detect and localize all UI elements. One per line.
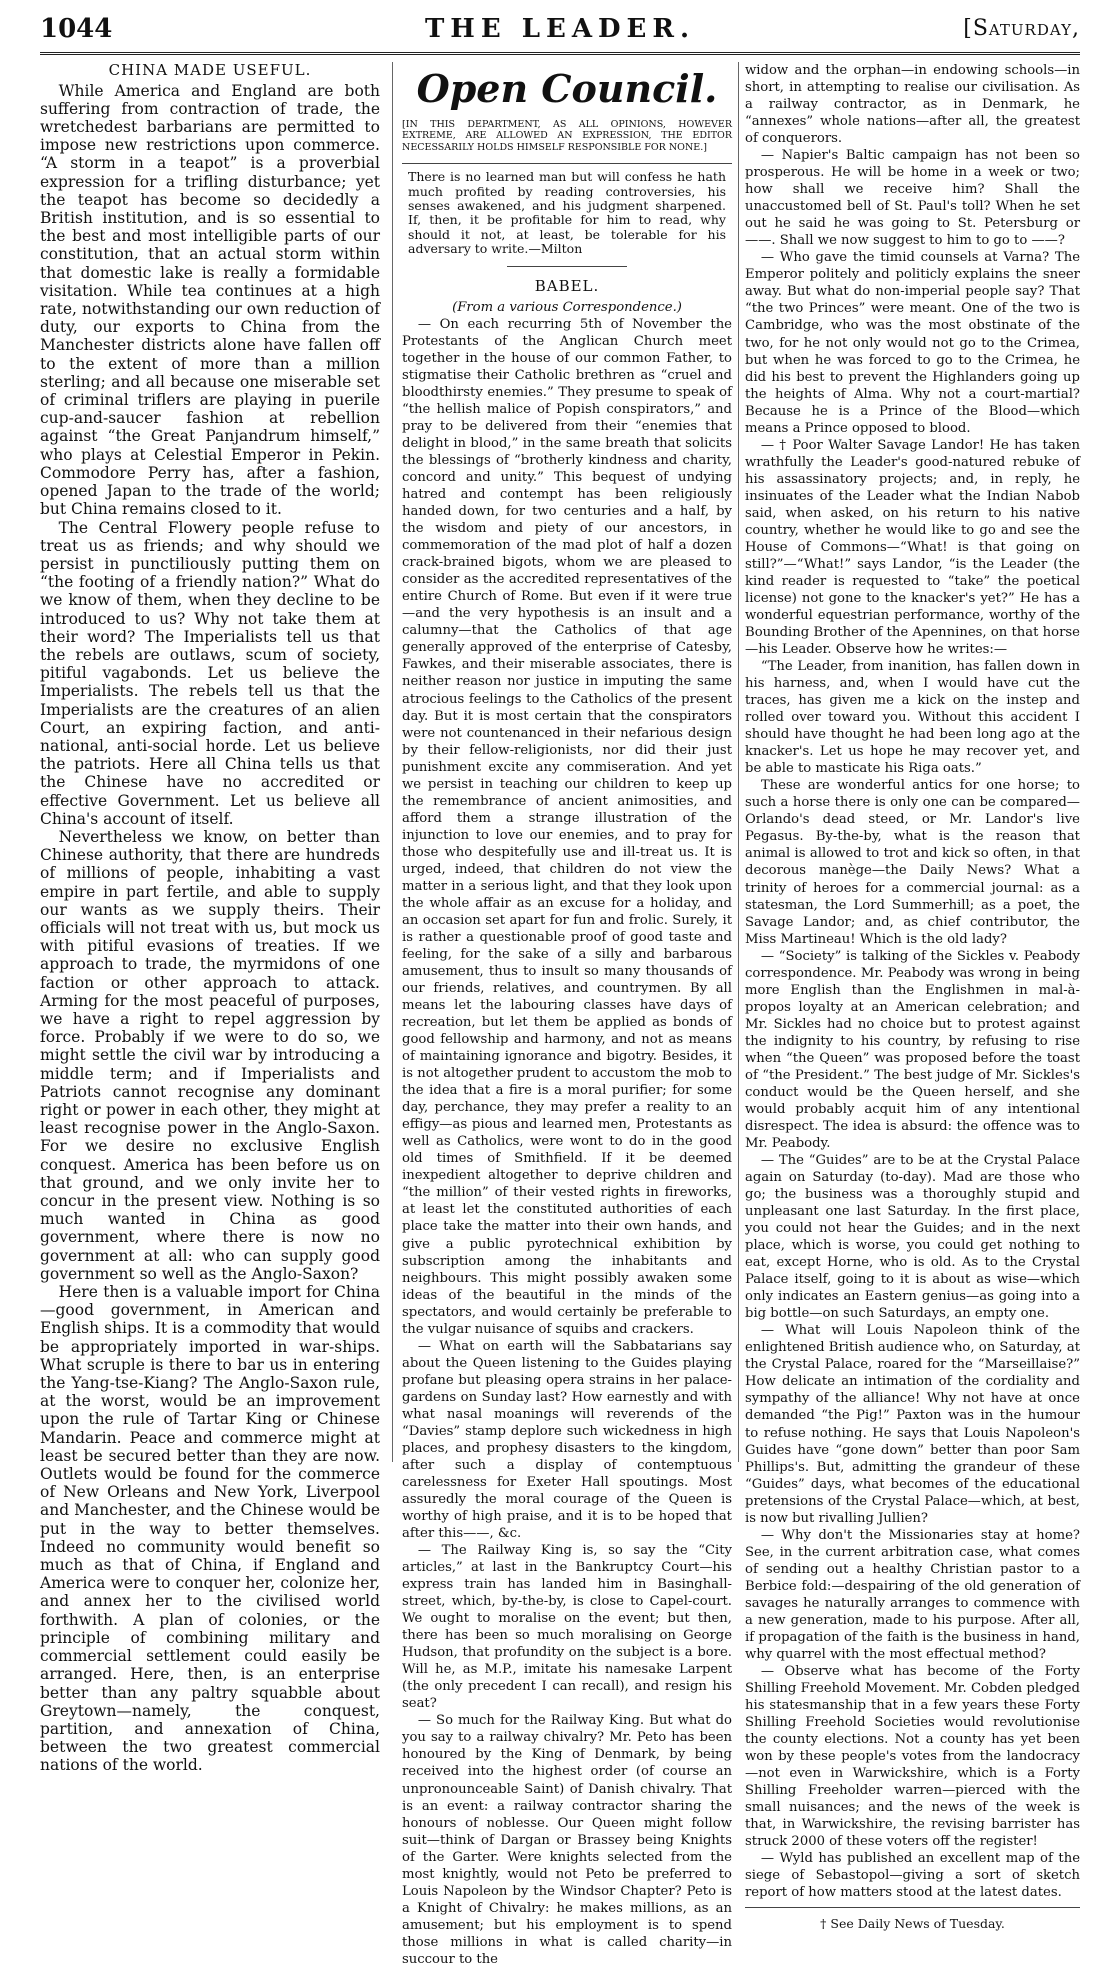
column-divider — [738, 62, 739, 1462]
paragraph: These are wonderful antics for one horse; to such a horse there is only one can be compared—Orlando's dead steed, or Mr. Landor's live Pegasus. By-the-by, what is the reason that animal is allowed to trot and kick so often, in that decorous manège—the Daily News? What a trinity of heroes for a commercial journal: as a statesman, the Lord Summerhill; as a poet, the Savage Landor; and, as chief contributor, the Miss Martineau! Which is the old lady? — [745, 778, 1080, 947]
paragraph: — Wyld has published an excellent map of the siege of Sebastopol—giving a sort of sketch report of how matters stood at the latest dates. — [745, 1851, 1080, 1901]
paragraph: widow and the orphan—in endowing schools—in short, in attempting to realise our civilisation. As a railway contractor, as in Denmark, he “annexes” whole nations—after all, the greatest of conquerors. — [745, 63, 1080, 147]
column-china — [40, 62, 380, 1775]
paragraph: “The Leader, from inanition, has fallen down in his harness, and, when I would have cut the traces, has given me a kick on the instep and rolled over toward you. Without this accident I should have thought he had been long ago at the knacker's. Let us hope he may recover yet, and be able to masticate his Riga oats.” — [745, 659, 1080, 777]
column-divider — [392, 62, 393, 1462]
paragraph: Nevertheless we know, on better than Chinese authority, that there are hundreds of millions of people, inhabiting a vast empire in part fertile, and able to supply our wants as we supply theirs. Their officials will not treat with us, but mock us with pitiful evasions of treaties. If we approach to trade, the myrmidons of one faction or other approach to attack. Arming for the most peaceful of purposes, we have a right to repel aggression by force. Probably if we were to do so, we might settle the civil war by introducing a middle term; and if Imperialists and Patriots cannot recognise any dominant right or power in each other, they might at least recognise power in the Anglo-Saxon. For we desire no exclusive English conquest. America has been before us on that ground, and we only invite her to concur in the present view. Nothing is so much wanted in China as good government, where there is now no government at all: who can supply good government so well as the Anglo-Saxon? — [40, 827, 380, 1283]
divider-rule — [507, 266, 627, 267]
paragraph: — What will Louis Napoleon think of the enlightened British audience who, on Saturday, at the Crystal Palace, roared for the “Marseillaise?” How delicate an intimation of the cordiality and sympathy of the alliance! Why not have at once demanded “the Pig!” Paxton was in the humour to refuse nothing. He says that Louis Napoleon's Guides have “gone down” better than poor Sam Phillips's. But, admitting the grandeur of these “Guides” days, what becomes of the educational pretensions of the Crystal Palace—which, at best, is now but rivalling Jullien? — [745, 1323, 1080, 1526]
paragraph: — Who gave the timid counsels at Varna? The Emperor politely and politicly explains the sneer away. But what do non-imperial people say? That “the two Princes” were meant. One of the two is Cambridge, who was the most obstinate of the two, for he not only would not go to the Crimea, but when he was forced to go to the Crimea, he did his best to prevent the Highlanders going up the heights of Alma. Why not a court-martial? Because he is a Prince of the Blood—which means a Prince opposed to blood. — [745, 250, 1080, 436]
editor-notice: [IN THIS DEPARTMENT, AS ALL OPINIONS, HOWEVER EXTREME, ARE ALLOWED AN EXPRESSION, THE EDITOR NECESSARILY HOLDS HIMSELF RESPONSIBLE FOR NONE.] — [402, 119, 732, 153]
paragraph: — On each recurring 5th of November the Protestants of the Anglican Church meet together in the house of our common Father, to stigmatise their Catholic brethren as “cruel and bloodthirsty enemies.” They presume to speak of “the hellish malice of Popish conspirators,” and pray to be delivered from their “enemies that delight in blood,” in the same breath that solicits the blessings of “brotherly kindness and charity, concord and unity.” This bequest of undying hatred and contempt has been religiously handed down, for two centuries and a half, by the wisdom and piety of our ancestors, in commemoration of the mad plot of half a dozen crack-brained bigots, whom we are pleased to consider as the accredited representatives of the entire Church of Rome. But even if it were true—and the very hypothesis is an insult and a calumny—that the Catholics of that age generally approved of the enterprise of Catesby, Fawkes, and their miserable associates, there is neither reason nor justice in imputing the same atrocious feelings to the Catholics of the present day. But it is most certain that the conspirators were not countenanced in their nefarious design by their fellow-religionists, nor did their just punishment excite any commiseration. And yet we persist in teaching our children to keep up the remembrance of ancient animosities, and afford them a strange illustration of the injunction to love our enemies, and to pray for those who despitefully use and ill-treat us. It is urged, indeed, that children do not view the matter in a serious light, and that they look upon the whole affair as an excuse for a holiday, and an occasion set apart for fun and frolic. Surely, it is rather a questionable proof of good taste and feeling, for the sake of a silly and barbarous amusement, thus to insult so many thousands of our friends, relatives, and countrymen. By all means let the labouring classes have days of recreation, but let them be applied as bonds of good fellowship and harmony, and not as means of maintaining ignorance and bigotry. Besides, it is not altogether prudent to accustom the mob to the idea that a fire is a moral purifier; for some day, perchance, they may prefer a reality to an effigy—as pious and learned men, Protestants as well as Catholics, were wont to do in the good old times of Smithfield. If it be deemed inexpedient altogether to deprive children and “the million” of their vested rights in fireworks, at least let the constituted authorities of each place take the matter into their own hands, and give a public pyrotechnical exhibition by subscription among the inhabitants and neighbours. This might possibly awaken some ideas of the beautiful in the minds of the spectators, and would certainly be preferable to the vulgar nuisance of squibs and crackers. — [402, 316, 732, 1337]
article-heading: BABEL. — [534, 277, 600, 296]
paragraph: — The “Guides” are to be at the Crystal Palace again on Saturday (to-day). Mad are those who go; the business was a thoroughly stupid and unpleasant one last Saturday. In the first place, you could not hear the Guides; and in the next place, which is worse, you could get nothing to eat, except Horne, who is old. As to the Crystal Palace itself, going to it is about as wise—which only indicates an Eastern genius—as going into a big bottle—on such Saturdays, an empty one. — [745, 1153, 1080, 1322]
column-open-council — [402, 62, 732, 1968]
paragraph: The Central Flowery people refuse to treat us as friends; and why should we persist in punctiliously putting them on “the footing of a friendly nation?” What do we know of them, when they decline to be introduced to us? Why not take them at their word? The Imperialists tell us that the rebels are outlaws, scum of society, pitiful vagabonds. Let us believe the Imperialists. The rebels tell us that the Imperialists are the creatures of an alien Court, an expiring faction, and anti-national, anti-social horde. Let us believe the patriots. Here all China tells us that the Chinese have no accredited or effective Government. Let us believe all China's account of itself. — [40, 518, 380, 828]
masthead: THE LEADER. — [424, 14, 696, 44]
paragraph: — The Railway King is, so say the “City articles,” at last in the Bankruptcy Court—his express train has landed him in Basinghall-street, which, by-the-by, is close to Capel-court. We ought to moralise on the event; but then, there has been so much moralising on George Hudson, that profundity on the subject is a bore. Will he, as M.P., imitate his namesake Larpent (the only precedent I can recall), and resign his seat? — [402, 1543, 732, 1712]
paragraph: — What on earth will the Sabbatarians say about the Queen listening to the Guides playing profane but pleasing opera strains in her palace-gardens on Sunday last? How earnestly and with what nasal moanings will reverends of the “Davies” stamp deplore such wickedness in high places, and prophesy disasters to the kingdom, after such a display of contemptuous carelessness for Exeter Hall spoutings. Most assuredly the moral courage of the Queen is worthy of high praise, and it is to be hoped that after this——, &c. — [402, 1338, 732, 1542]
divider-rule — [402, 163, 732, 164]
paragraph: — Observe what has become of the Forty Shilling Freehold Movement. Mr. Cobden pledged his statesmanship that in a few years these Forty Shilling Freehold Societies would revolutionise the county elections. Not a county has yet been won by these people's votes from the landocracy—not even in Warwickshire, which is a Forty Shilling Freeholder warren—pierced with the small nuisances; and the news of the week is that, in Warwickshire, the revising barrister has struck 2000 of these voters off the register! — [745, 1663, 1080, 1850]
divider-rule — [745, 1907, 1080, 1908]
paragraph: — So much for the Railway King. But what do you say to a railway chivalry? Mr. Peto has been honoured by the King of Denmark, by being received into the highest order (of course an unpronounceable Saint) of Danish chivalry. That is an event: a railway contractor sharing the honours of noblesse. Our Queen might follow suit—think of Dargan or Brassey being Knights of the Garter. Were knights selected from the most knightly, would not Peto be preferred to Louis Napoleon by the Windsor Chapter? Peto is a Knight of Chivalry: he makes millions, as an amusement; but his employment is to spend those millions in what is called charity—in succour to the — [402, 1713, 732, 1967]
column-continued — [745, 62, 1080, 1933]
paragraph: — † Poor Walter Savage Landor! He has taken wrathfully the Leader's good-natured rebuke of his assassinatory projects; and, in reply, he insinuates of the Leader what the Indian Nabob said, when asked, on his return to his native country, whether he would like to go and see the House of Commons—“What! is that going on still?”—“What!” says Landor, “is the Leader (the kind reader is requested to “take” the poetical license) not gone to the knacker's yet?” He has a wonderful equestrian performance, worthy of the Bounding Brother of the Apennines, on that horse—his Leader. Observe how he writes:— — [745, 437, 1080, 658]
paragraph: — Napier's Baltic campaign has not been so prosperous. He will be home in a week or two; how shall we receive him? Shall the unaccustomed bell of St. Paul's toll? When he set out he said he was going to St. Petersburg or ——. Shall we now suggest to him to go to ——? — [745, 148, 1080, 249]
section-title: Open Council. — [416, 66, 718, 111]
paragraph: — Why don't the Missionaries stay at home? See, in the current arbitration case, what comes of sending out a healthy Christian pastor to a Berbice fold:—despairing of the old generation of savages he naturally arranges to commence with a new generation, made to his purpose. After all, if propagation of the faith is the business in hand, why quarrel with the most effectual method? — [745, 1527, 1080, 1662]
issue-day: [Saturday, — [963, 16, 1080, 41]
epigraph: There is no learned man but will confess he hath much profited by reading controversies, his senses awakened, and his judgment sharpened. If, then, it be profitable for him to read, why should it not, at least, be tolerable for his adversary to write.—Milton — [408, 169, 726, 257]
page-header — [40, 14, 1080, 48]
paragraph: While America and England are both suffering from contraction of trade, the wretchedest barbarians are permitted to impose new restrictions upon commerce. “A storm in a teapot” is a proverbial expression for a trifling disturbance; yet the teapot has become so decidedly a British institution, and is so essential to the best and most intelligible parts of our constitution, that an actual storm within that domestic lake is really a formidable visitation. While tea continues at a high rate, notwithstanding our own reduction of duty, our exports to China from the Manchester districts alone have fallen off to the extent of more than a million sterling; and all because one miserable set of criminal triflers are playing in puerile cup-and-saucer fashion at rebellion against “the Great Panjandrum himself,” who plays at Celestial Emperor in Pekin. Commodore Perry has, after a fashion, opened Japan to the trade of the world; but China remains closed to it. — [40, 81, 380, 519]
article-heading: CHINA MADE USEFUL. — [108, 61, 312, 79]
header-rule — [40, 52, 1080, 55]
paragraph: Here then is a valuable import for China—good government, in American and English ships. It is a commodity that would be appropriately imported in war-ships. What scruple is there to bar us in entering the Yang-tse-Kiang? The Anglo-Saxon rule, at the worst, would be an improvement upon the rule of Tartar King or Chinese Mandarin. Peace and commerce might at least be secured better than they are now. Outlets would be found for the commerce of New Orleans and New York, Liverpool and Manchester, and the Chinese would be put in the way to better themselves. Indeed no community would benefit so much as that of China, if England and America were to conquer her, colonize her, and annex her to the civilised world forthwith. A plan of colonies, or the principle of combining military and commercial settlement could easily be arranged. Here, then, is an enterprise better than any paltry squabble about Greytown—namely, the conquest, partition, and annexation of China, between the two greatest commercial nations of the world. — [40, 1283, 380, 1775]
footnote: † See Daily News of Tuesday. — [820, 1916, 1005, 1932]
article-subheading: (From a various Correspondence.) — [452, 299, 682, 315]
paragraph: — “Society” is talking of the Sickles v. Peabody correspondence. Mr. Peabody was wrong in being more English than the Englishmen in mal-à-propos loyalty at an American celebration; and Mr. Sickles had no choice but to protest against the indignity to his country, by refusing to rise when “the Queen” was proposed before the toast of “the President.” The best judge of Mr. Sickles's conduct would be the Queen herself, and she would probably acquit him of any intentional disrespect. The idea is absurd: the offence was to Mr. Peabody. — [745, 948, 1080, 1151]
page-number: 1044 — [40, 14, 113, 44]
